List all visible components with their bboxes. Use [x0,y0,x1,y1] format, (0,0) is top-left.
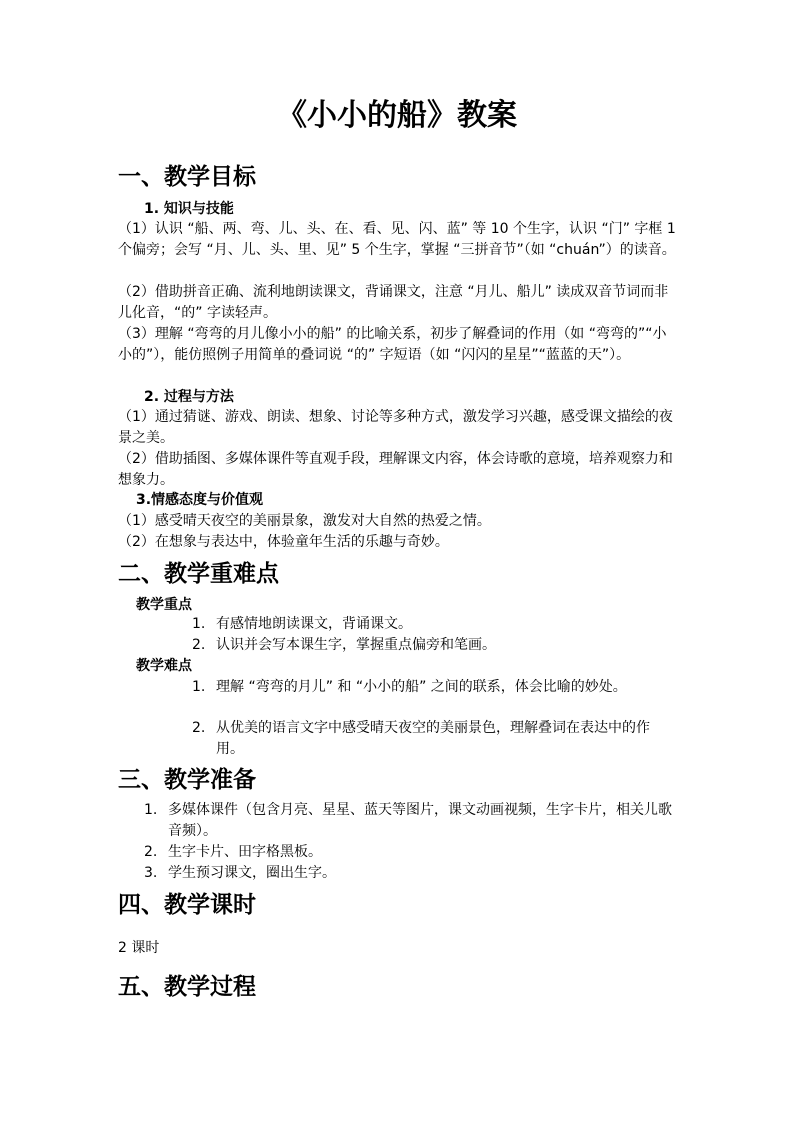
emotion-item-2: （2）在想象与表达中，体验童年生活的乐趣与奇妙。 [118,534,449,550]
subheading-knowledge: 1. 知识与技能 [144,201,234,217]
difficulty-item-1: 理解 “弯弯的月儿” 和 “小小的船” 之间的联系，体会比喻的妙处。 [216,679,627,695]
section-heading-objectives: 一、教学目标 [118,164,256,190]
knowledge-item-2: （2）借助拼音正确、流利地朗读课文，背诵课文，注意 “月儿、船儿” 读成双音节词而非儿化音，“的” 字读轻声。 [118,284,669,321]
subheading-emotion: 3.情感态度与价值观 [136,492,264,508]
document-title: 《小小的船》教案 [277,98,517,133]
prep-item-1-number: 1. [144,802,158,818]
knowledge-item-1: （1）认识 “船、两、弯、儿、头、在、看、见、闪、蓝” 等 10 个生字，认识 “门” 字框 1 个偏旁；会写 “月、儿、头、里、见” 5 个生字，掌握 “三拼音节”（如 “chuán”）的读音。 [118,221,676,258]
focus-item-2-number: 2. [192,637,206,653]
difficulty-label: 教学难点 [136,658,192,674]
prep-item-2: 生字卡片、田字格黑板。 [168,844,322,860]
section-heading-preparation: 三、教学准备 [118,767,256,793]
knowledge-item-3: （3）理解 “弯弯的月儿像小小的船” 的比喻关系，初步了解叠词的作用（如 “弯弯的”“小小的”），能仿照例子用简单的叠词说 “的” 字短语（如 “闪闪的星星”“蓝蓝的天”）。 [118,326,667,363]
focus-item-1: 有感情地朗读课文，背诵课文。 [216,616,412,632]
prep-item-1: 多媒体课件（包含月亮、星星、蓝天等图片，课文动画视频，生字卡片，相关儿歌音频）。 [168,802,672,839]
process-item-1: （1）通过猜谜、游戏、朗读、想象、讨论等多种方式，激发学习兴趣，感受课文描绘的夜景之美。 [118,409,673,446]
focus-label: 教学重点 [136,597,192,613]
periods-text: 2 课时 [118,940,160,956]
emotion-item-1: （1）感受晴天夜空的美丽景象，激发对大自然的热爱之情。 [118,513,491,529]
subheading-process: 2. 过程与方法 [144,389,234,405]
prep-item-3: 学生预习课文，圈出生字。 [168,865,336,881]
focus-item-2: 认识并会写本课生字，掌握重点偏旁和笔画。 [216,637,496,653]
section-heading-key-points: 二、教学重难点 [118,561,279,587]
section-heading-periods: 四、教学课时 [118,892,256,918]
prep-item-3-number: 3. [144,865,158,881]
difficulty-item-2: 从优美的语言文字中感受晴天夜空的美丽景色，理解叠词在表达中的作用。 [216,720,650,757]
difficulty-item-2-number: 2. [192,720,206,736]
focus-item-1-number: 1. [192,616,206,632]
difficulty-item-1-number: 1. [192,679,206,695]
process-item-2: （2）借助插图、多媒体课件等直观手段，理解课文内容，体会诗歌的意境，培养观察力和想象力。 [118,451,673,488]
section-heading-process: 五、教学过程 [118,974,256,1000]
prep-item-2-number: 2. [144,844,158,860]
